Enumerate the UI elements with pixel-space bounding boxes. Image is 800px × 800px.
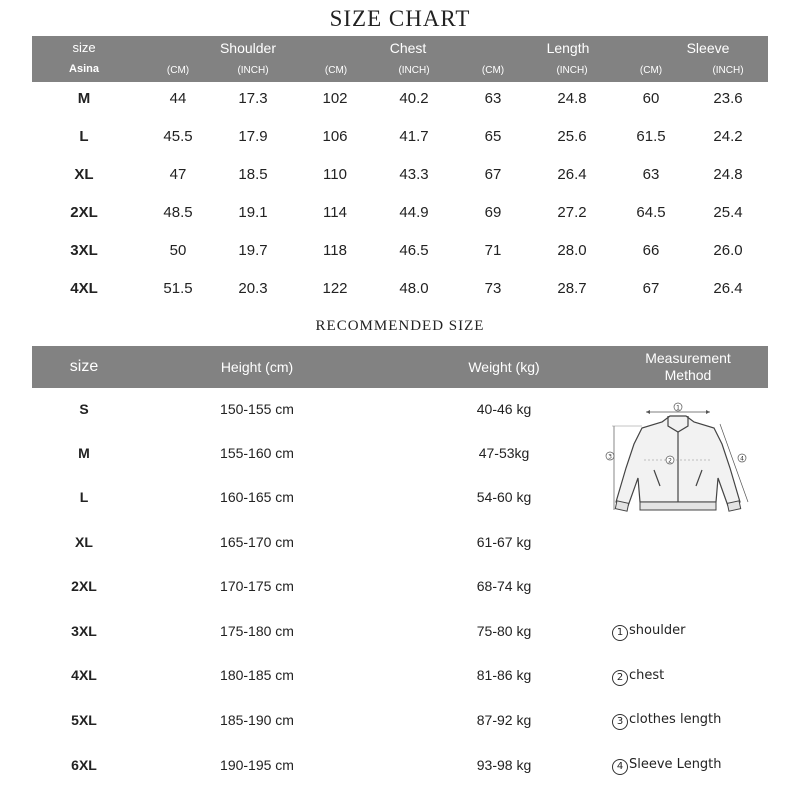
sleeve-inch-cell: 24.8 xyxy=(713,166,743,183)
legend-label: chest xyxy=(629,668,665,683)
unit-length-inch: (INCH) xyxy=(556,65,588,76)
unit-chest-inch: (INCH) xyxy=(398,65,430,76)
sleeve-cm-cell: 64.5 xyxy=(636,204,666,221)
weight-cell: 75-80 kg xyxy=(476,623,532,639)
table-row xyxy=(32,274,768,304)
table-row xyxy=(32,160,768,190)
legend-number: 4 xyxy=(612,759,628,775)
shoulder-cm-cell: 47 xyxy=(169,166,187,183)
size-cell: S xyxy=(79,401,89,417)
recommended-size-header xyxy=(32,346,768,388)
length-inch-cell: 28.7 xyxy=(557,280,587,297)
legend-label: shoulder xyxy=(629,623,686,638)
chest-cm-cell: 106 xyxy=(322,128,348,145)
chest-inch-cell: 44.9 xyxy=(399,204,429,221)
header-chest: Chest xyxy=(389,40,427,56)
height-cell: 160-165 cm xyxy=(220,489,294,505)
table-row xyxy=(32,571,768,601)
chest-inch-cell: 40.2 xyxy=(399,90,429,107)
size-cell: 4XL xyxy=(70,280,98,297)
height-cell: 155-160 cm xyxy=(220,445,294,461)
header-asina-label: Asina xyxy=(69,63,99,75)
jacket-measurement-diagram-icon xyxy=(602,398,752,520)
unit-chest-cm: (CM) xyxy=(324,65,348,76)
length-cm-cell: 63 xyxy=(484,90,502,107)
size-chart-header xyxy=(32,36,768,82)
length-cm-cell: 65 xyxy=(484,128,502,145)
unit-length-cm: (CM) xyxy=(481,65,505,76)
size-cell: 2XL xyxy=(70,204,98,221)
shoulder-inch-cell: 18.5 xyxy=(238,166,268,183)
shoulder-inch-cell: 19.7 xyxy=(238,242,268,259)
sleeve-cm-cell: 67 xyxy=(642,280,660,297)
weight-cell: 47-53kg xyxy=(478,445,530,461)
weight-cell: 61-67 kg xyxy=(476,534,532,550)
weight-cell: 54-60 kg xyxy=(476,489,532,505)
size-chart-title: SIZE CHART xyxy=(329,6,471,31)
diagram-marker-3: 3 xyxy=(608,453,612,461)
chest-cm-cell: 114 xyxy=(323,204,347,221)
unit-shoulder-cm: (CM) xyxy=(166,65,190,76)
weight-cell: 81-86 kg xyxy=(476,667,532,683)
legend-number: 1 xyxy=(612,625,628,641)
sleeve-inch-cell: 25.4 xyxy=(713,204,743,221)
header-shoulder: Shoulder xyxy=(219,40,277,56)
size-cell: L xyxy=(79,128,89,145)
length-cm-cell: 71 xyxy=(484,242,502,259)
header-height-label: Height (cm) xyxy=(220,359,294,375)
sleeve-cm-cell: 66 xyxy=(642,242,660,259)
length-inch-cell: 27.2 xyxy=(557,204,587,221)
chest-inch-cell: 46.5 xyxy=(399,242,429,259)
legend-chest xyxy=(612,668,664,686)
sleeve-cm-cell: 60 xyxy=(642,90,660,107)
diagram-marker-4: 4 xyxy=(740,455,744,463)
height-cell: 170-175 cm xyxy=(220,578,294,594)
sleeve-inch-cell: 26.4 xyxy=(713,280,743,297)
legend-shoulder xyxy=(612,623,685,641)
legend-label: Sleeve Length xyxy=(629,757,722,772)
size-cell: L xyxy=(79,489,89,505)
weight-cell: 68-74 kg xyxy=(476,578,532,594)
table-row xyxy=(32,122,768,152)
diagram-marker-2: 2 xyxy=(668,457,672,465)
legend-sleeve-length xyxy=(612,757,722,775)
height-cell: 180-185 cm xyxy=(220,667,294,683)
length-cm-cell: 69 xyxy=(484,204,502,221)
size-cell: 6XL xyxy=(71,757,97,773)
sleeve-cm-cell: 61.5 xyxy=(636,128,666,145)
size-cell: M xyxy=(77,90,91,107)
recommended-size-title: RECOMMENDED SIZE xyxy=(315,318,485,334)
legend-clothes-length xyxy=(612,712,721,730)
shoulder-cm-cell: 45.5 xyxy=(163,128,193,145)
unit-sleeve-inch: (INCH) xyxy=(712,65,744,76)
shoulder-cm-cell: 48.5 xyxy=(163,204,193,221)
size-cell: XL xyxy=(75,534,93,550)
shoulder-cm-cell: 44 xyxy=(169,90,187,107)
table-row xyxy=(32,236,768,266)
shoulder-inch-cell: 19.1 xyxy=(238,204,268,221)
header-weight-label: Weight (kg) xyxy=(468,359,540,375)
chest-inch-cell: 43.3 xyxy=(399,166,429,183)
size-cell: 3XL xyxy=(70,242,98,259)
table-row xyxy=(32,198,768,228)
length-inch-cell: 26.4 xyxy=(557,166,587,183)
sleeve-inch-cell: 24.2 xyxy=(713,128,743,145)
sleeve-inch-cell: 26.0 xyxy=(713,242,743,259)
size-cell: 5XL xyxy=(71,712,97,728)
table-row xyxy=(32,527,768,557)
weight-cell: 87-92 kg xyxy=(476,712,532,728)
height-cell: 185-190 cm xyxy=(220,712,294,728)
height-cell: 150-155 cm xyxy=(220,401,294,417)
size-cell: 2XL xyxy=(71,578,97,594)
header-sleeve: Sleeve xyxy=(686,40,730,56)
shoulder-cm-cell: 51.5 xyxy=(163,280,193,297)
sleeve-cm-cell: 63 xyxy=(642,166,660,183)
shoulder-inch-cell: 17.9 xyxy=(238,128,268,145)
header-size-label: size xyxy=(69,358,99,375)
header-length: Length xyxy=(546,40,590,56)
height-cell: 165-170 cm xyxy=(220,534,294,550)
legend-number: 2 xyxy=(612,670,628,686)
chest-cm-cell: 122 xyxy=(322,280,348,297)
chest-inch-cell: 41.7 xyxy=(399,128,429,145)
chest-inch-cell: 48.0 xyxy=(399,280,429,297)
length-cm-cell: 67 xyxy=(484,166,502,183)
chest-cm-cell: 102 xyxy=(322,90,348,107)
method-line-2: Method xyxy=(664,367,712,383)
length-inch-cell: 24.8 xyxy=(557,90,587,107)
height-cell: 190-195 cm xyxy=(220,757,294,773)
unit-shoulder-inch: (INCH) xyxy=(237,65,269,76)
header-measurement-method xyxy=(608,346,768,388)
length-cm-cell: 73 xyxy=(484,280,502,297)
chest-cm-cell: 118 xyxy=(323,242,347,259)
method-line-1: Measurement xyxy=(645,350,731,366)
shoulder-inch-cell: 17.3 xyxy=(238,90,268,107)
height-cell: 175-180 cm xyxy=(220,623,294,639)
chest-cm-cell: 110 xyxy=(323,166,347,183)
size-cell: 4XL xyxy=(71,667,97,683)
diagram-marker-1: 1 xyxy=(676,404,680,412)
shoulder-inch-cell: 20.3 xyxy=(238,280,268,297)
header-size-label: size xyxy=(72,40,96,55)
weight-cell: 40-46 kg xyxy=(476,401,532,417)
size-cell: 3XL xyxy=(71,623,97,639)
legend-number: 3 xyxy=(612,714,628,730)
legend-label: clothes length xyxy=(629,712,722,727)
unit-sleeve-cm: (CM) xyxy=(639,65,663,76)
sleeve-inch-cell: 23.6 xyxy=(713,90,743,107)
size-cell: XL xyxy=(74,166,94,183)
shoulder-cm-cell: 50 xyxy=(169,242,187,259)
length-inch-cell: 25.6 xyxy=(557,128,587,145)
table-row xyxy=(32,84,768,114)
weight-cell: 93-98 kg xyxy=(476,757,532,773)
size-cell: M xyxy=(78,445,90,461)
length-inch-cell: 28.0 xyxy=(557,242,587,259)
